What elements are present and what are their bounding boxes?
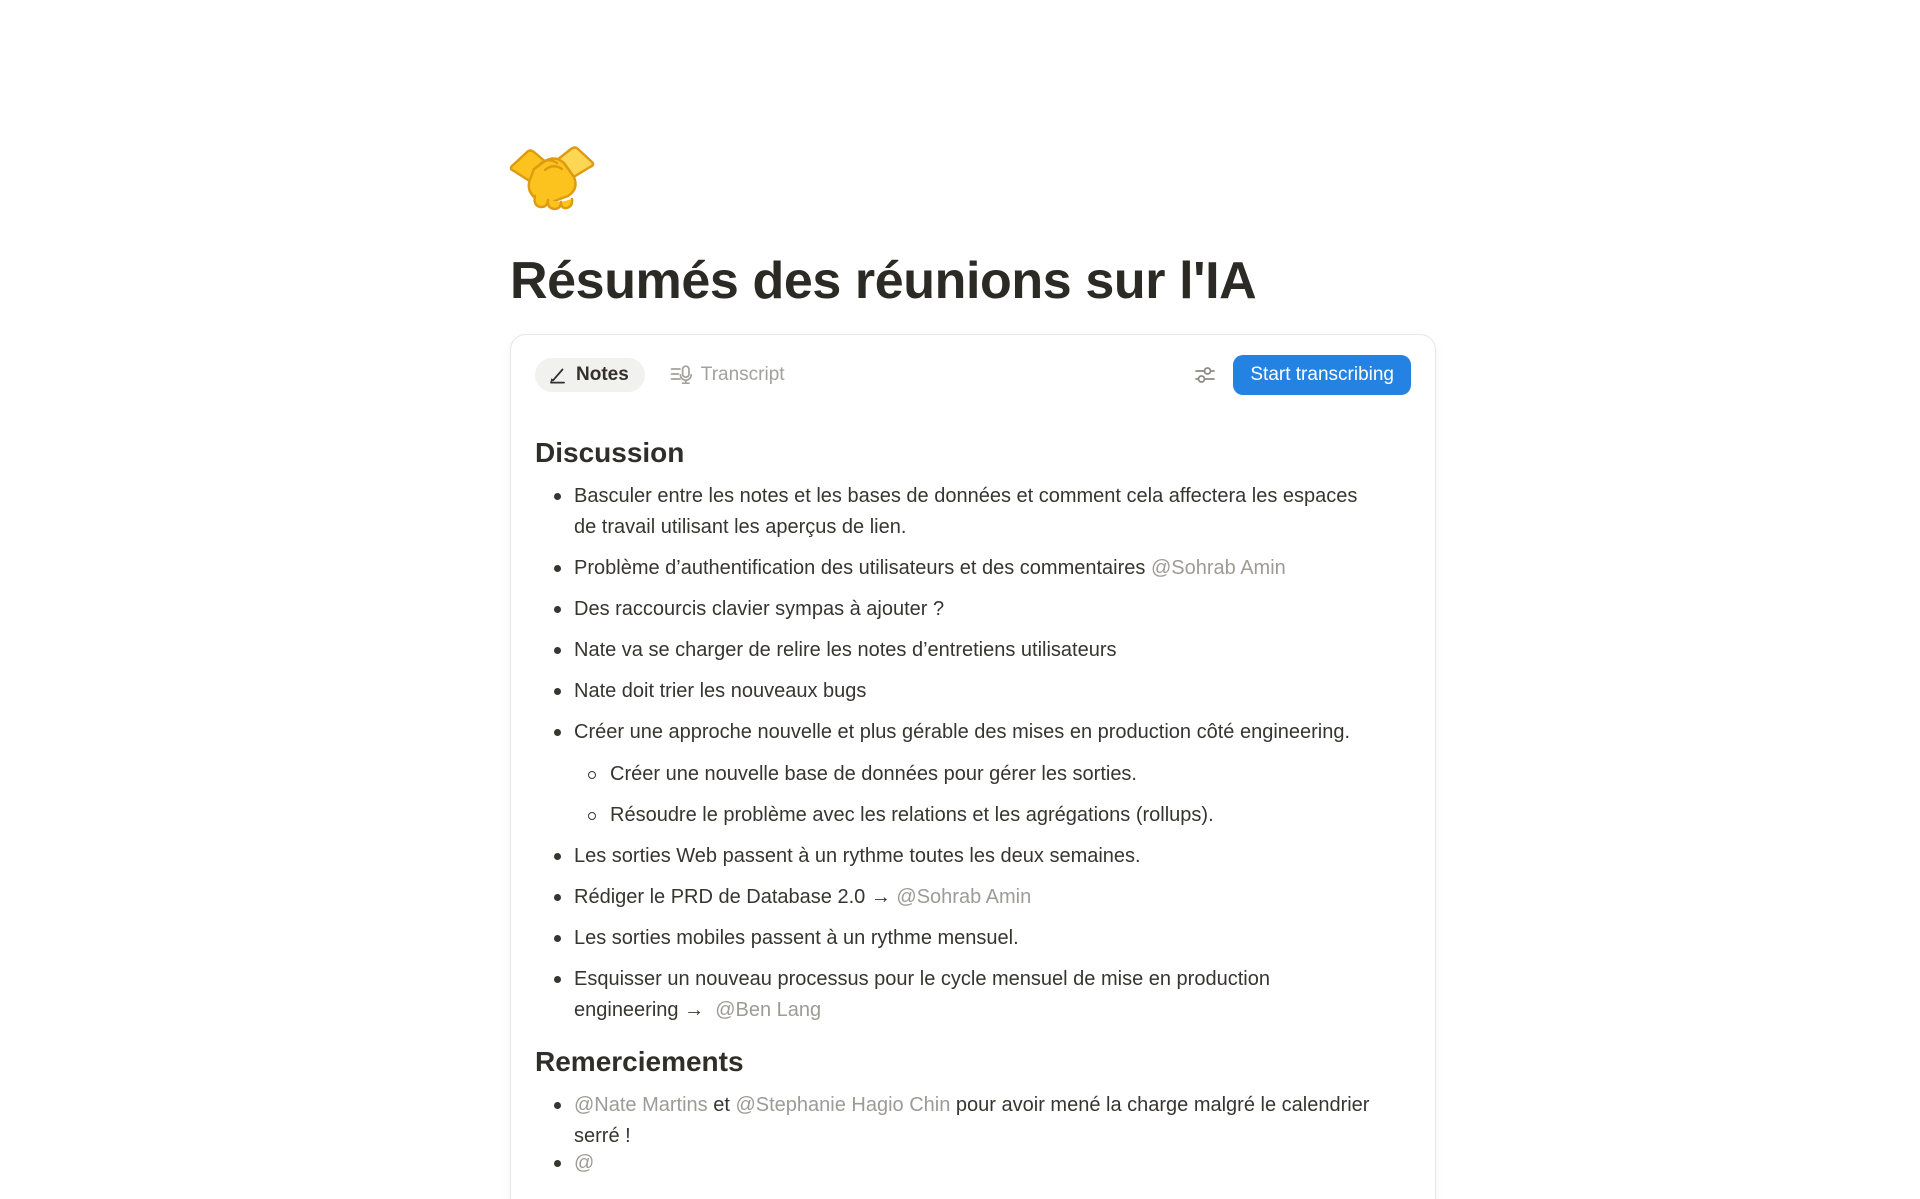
list-item bbox=[574, 759, 1370, 790]
list-item-text: et bbox=[707, 1094, 736, 1117]
user-mention[interactable]: @Stephanie Hagio Chin bbox=[735, 1094, 951, 1117]
card-header-actions bbox=[1193, 355, 1411, 395]
user-mention[interactable]: @Nate Martins bbox=[574, 1094, 708, 1117]
list-item bbox=[535, 635, 1374, 666]
list-item-text: Rédiger le PRD de Database 2.0 → bbox=[574, 886, 897, 909]
list-item-text: Problème d’authentification des utilisateurs et des commentaires bbox=[574, 557, 1151, 580]
list-item-text: Résoudre le problème avec les relations et les agrégations (rollups). bbox=[610, 804, 1214, 827]
user-mention[interactable]: @Sohrab Amin bbox=[1150, 557, 1286, 580]
tab-transcript-label: Transcript bbox=[700, 364, 785, 386]
page-content-column bbox=[510, 0, 1436, 1199]
section-heading: Remerciements bbox=[535, 1046, 744, 1078]
sub-bullet-list bbox=[574, 759, 1374, 831]
list-item-text: Les sorties mobiles passent à un rythme mensuel. bbox=[574, 927, 1019, 950]
tab-notes-label: Notes bbox=[576, 364, 629, 386]
transcript-icon bbox=[670, 365, 692, 385]
tab-transcript[interactable] bbox=[670, 364, 785, 386]
card-header bbox=[511, 335, 1435, 395]
bullet-list bbox=[535, 481, 1411, 1026]
user-mention[interactable]: @ bbox=[574, 1152, 595, 1175]
page-icon[interactable] bbox=[506, 136, 1436, 226]
list-item-text: Créer une approche nouvelle et plus gérable des mises en production côté engineering. bbox=[574, 721, 1351, 744]
list-item bbox=[535, 481, 1374, 543]
list-item-text: Nate va se charger de relire les notes d’entretiens utilisateurs bbox=[574, 639, 1117, 662]
list-item bbox=[535, 553, 1374, 584]
list-item bbox=[535, 923, 1374, 954]
list-item bbox=[535, 717, 1374, 831]
list-item bbox=[535, 882, 1374, 913]
handshake-emoji bbox=[506, 136, 598, 222]
list-item bbox=[535, 964, 1374, 1026]
list-item-text: Les sorties Web passent à un rythme toutes les deux semaines. bbox=[574, 845, 1141, 868]
section-heading: Discussion bbox=[535, 437, 685, 469]
user-mention[interactable]: @Sohrab Amin bbox=[896, 886, 1032, 909]
list-item-text: Des raccourcis clavier sympas à ajouter ? bbox=[574, 598, 945, 621]
user-mention[interactable]: @Ben Lang bbox=[715, 999, 822, 1022]
ai-meeting-notes-card bbox=[510, 334, 1436, 1199]
page-title[interactable]: Résumés des réunions sur l'IA bbox=[510, 252, 1257, 310]
pencil-icon bbox=[548, 366, 567, 385]
list-item-text: Créer une nouvelle base de données pour gérer les sorties. bbox=[610, 763, 1137, 786]
list-item bbox=[535, 1090, 1374, 1152]
bullet-list bbox=[535, 1090, 1411, 1179]
list-item bbox=[535, 1148, 1374, 1179]
list-item bbox=[535, 841, 1374, 872]
card-body bbox=[511, 435, 1435, 1199]
list-item-text: Basculer entre les notes et les bases de données et comment cela affectera les espaces de travail utilisant les aperçus de lien. bbox=[574, 485, 1358, 539]
list-item-text: Esquisser un nouveau processus pour le cycle mensuel de mise en production engineering → bbox=[574, 968, 1270, 1022]
sliders-icon bbox=[1193, 363, 1217, 387]
list-item-text: Nate doit trier les nouveaux bugs bbox=[574, 680, 867, 703]
start-transcribing-button[interactable]: Start transcribing bbox=[1233, 355, 1411, 395]
list-item bbox=[574, 800, 1370, 831]
tab-bar bbox=[535, 358, 785, 392]
list-item bbox=[535, 594, 1374, 625]
tab-notes[interactable] bbox=[535, 358, 645, 392]
list-item bbox=[535, 676, 1374, 707]
transcription-settings-button[interactable] bbox=[1193, 363, 1217, 387]
list-item-text: pour avoir mené la charge malgré le calendrier serré ! bbox=[574, 1094, 1370, 1148]
